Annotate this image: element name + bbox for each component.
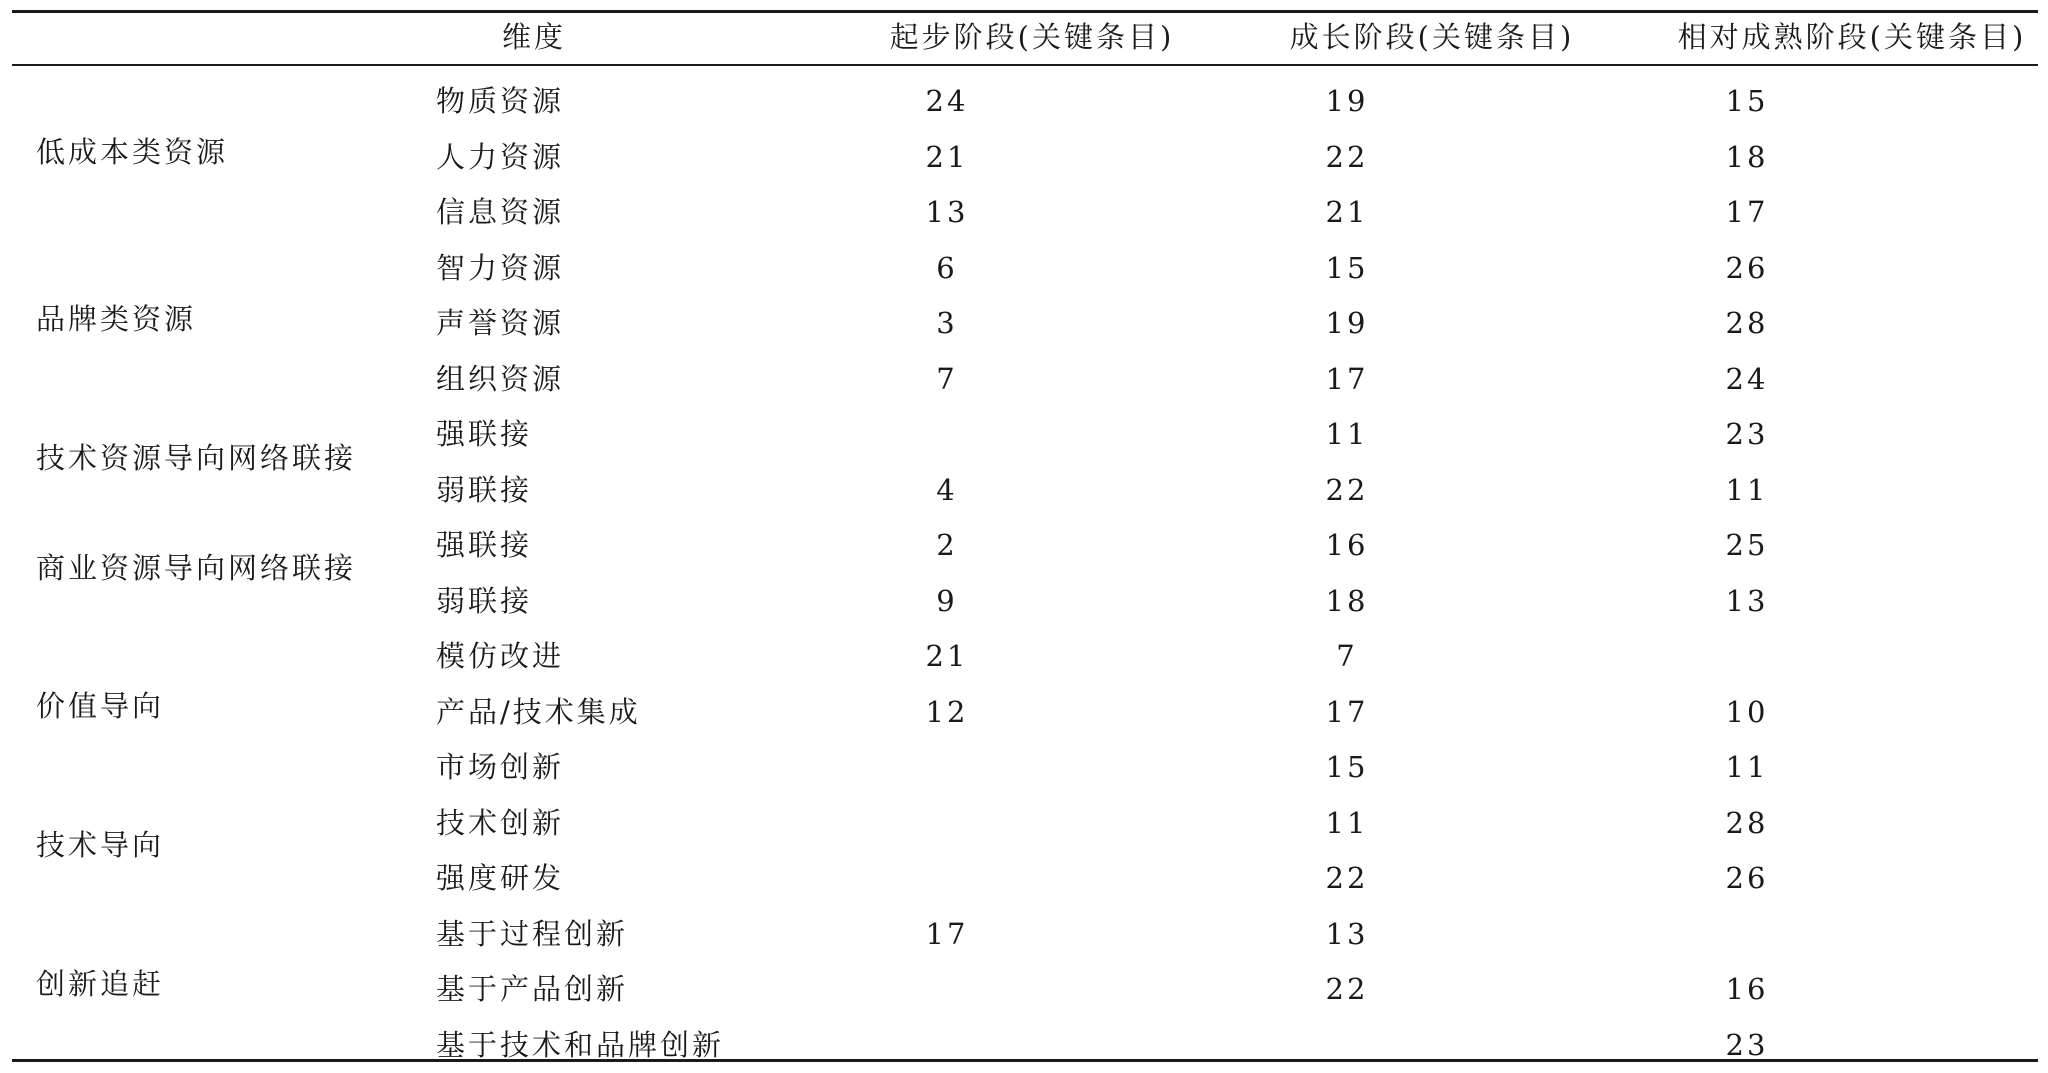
row-stage-startup <box>842 406 1052 462</box>
row-stage-mature: 16 <box>1725 972 1769 1006</box>
row-stage-mature: 23 <box>1725 1028 1769 1062</box>
row-stage-startup: 9 <box>936 584 958 618</box>
row-stage-mature: 15 <box>1725 84 1769 118</box>
row-stage-growth: 17 <box>1325 362 1369 396</box>
row-stage-growth: 22 <box>1325 861 1369 895</box>
row-stage-mature: 18 <box>1725 140 1769 174</box>
row-stage-growth: 22 <box>1325 972 1369 1006</box>
category-value-oriented: 价值导向 <box>36 689 165 723</box>
header-stage-startup: 起步阶段(关键条目) <box>889 20 1175 54</box>
row-stage-growth <box>1242 1017 1452 1073</box>
row-stage-startup: 7 <box>936 362 958 396</box>
row-stage-startup: 21 <box>925 140 969 174</box>
category-brand-resources: 品牌类资源 <box>36 302 197 336</box>
row-stage-startup: 2 <box>936 528 958 562</box>
row-dimension: 弱联接 <box>436 584 533 618</box>
row-stage-growth: 21 <box>1325 195 1369 229</box>
header-dimension: 维度 <box>502 20 567 54</box>
header-stage-growth: 成长阶段(关键条目) <box>1289 20 1575 54</box>
row-stage-startup <box>842 795 1052 851</box>
row-stage-mature: 11 <box>1725 750 1769 784</box>
row-stage-mature: 28 <box>1725 806 1769 840</box>
row-stage-growth: 19 <box>1325 306 1369 340</box>
row-stage-mature: 23 <box>1725 417 1769 451</box>
row-stage-mature <box>1642 628 1852 684</box>
row-dimension: 市场创新 <box>436 750 565 784</box>
category-tech-network: 技术资源导向网络联接 <box>36 441 357 475</box>
header-rule <box>12 64 2038 66</box>
category-innovation-catchup: 创新追赶 <box>36 967 165 1001</box>
row-stage-mature: 26 <box>1725 251 1769 285</box>
row-dimension: 声誉资源 <box>436 306 565 340</box>
row-stage-growth: 11 <box>1325 417 1369 451</box>
row-stage-startup: 12 <box>925 695 969 729</box>
row-stage-mature: 25 <box>1725 528 1769 562</box>
row-dimension: 产品/技术集成 <box>436 695 641 729</box>
row-stage-growth: 22 <box>1325 473 1369 507</box>
row-stage-growth: 19 <box>1325 84 1369 118</box>
row-stage-mature: 11 <box>1725 473 1769 507</box>
row-stage-startup: 24 <box>925 84 969 118</box>
row-dimension: 强联接 <box>436 417 533 451</box>
row-dimension: 人力资源 <box>436 140 565 174</box>
row-stage-startup: 6 <box>936 251 958 285</box>
row-stage-growth: 15 <box>1325 251 1369 285</box>
row-stage-mature: 17 <box>1725 195 1769 229</box>
row-dimension: 基于过程创新 <box>436 917 629 951</box>
row-stage-startup <box>842 961 1052 1017</box>
row-stage-mature <box>1642 906 1852 962</box>
row-dimension: 物质资源 <box>436 84 565 118</box>
row-stage-startup: 17 <box>925 917 969 951</box>
row-stage-growth: 11 <box>1325 806 1369 840</box>
row-dimension: 模仿改进 <box>436 639 565 673</box>
row-dimension: 智力资源 <box>436 251 565 285</box>
row-stage-growth: 22 <box>1325 140 1369 174</box>
row-stage-growth: 15 <box>1325 750 1369 784</box>
row-stage-mature: 28 <box>1725 306 1769 340</box>
row-dimension: 基于技术和品牌创新 <box>436 1028 725 1062</box>
row-dimension: 强度研发 <box>436 861 565 895</box>
row-stage-mature: 24 <box>1725 362 1769 396</box>
header-stage-mature: 相对成熟阶段(关键条目) <box>1677 20 2027 54</box>
row-dimension: 组织资源 <box>436 362 565 396</box>
row-stage-startup: 3 <box>936 306 958 340</box>
row-dimension: 强联接 <box>436 528 533 562</box>
row-stage-startup: 13 <box>925 195 969 229</box>
category-business-network: 商业资源导向网络联接 <box>36 551 357 585</box>
row-stage-startup <box>842 739 1052 795</box>
row-stage-growth: 18 <box>1325 584 1369 618</box>
category-tech-oriented: 技术导向 <box>36 828 165 862</box>
row-stage-startup <box>842 850 1052 906</box>
row-stage-startup: 4 <box>936 473 958 507</box>
row-dimension: 弱联接 <box>436 473 533 507</box>
row-stage-mature: 10 <box>1725 695 1769 729</box>
row-stage-growth: 7 <box>1336 639 1358 673</box>
row-stage-growth: 16 <box>1325 528 1369 562</box>
row-dimension: 技术创新 <box>436 806 565 840</box>
row-stage-startup: 21 <box>925 639 969 673</box>
category-low-cost-resources: 低成本类资源 <box>36 135 229 169</box>
row-dimension: 信息资源 <box>436 195 565 229</box>
row-stage-startup <box>842 1017 1052 1073</box>
row-stage-mature: 26 <box>1725 861 1769 895</box>
row-stage-growth: 13 <box>1325 917 1369 951</box>
row-dimension: 基于产品创新 <box>436 972 629 1006</box>
row-stage-growth: 17 <box>1325 695 1369 729</box>
row-stage-mature: 13 <box>1725 584 1769 618</box>
